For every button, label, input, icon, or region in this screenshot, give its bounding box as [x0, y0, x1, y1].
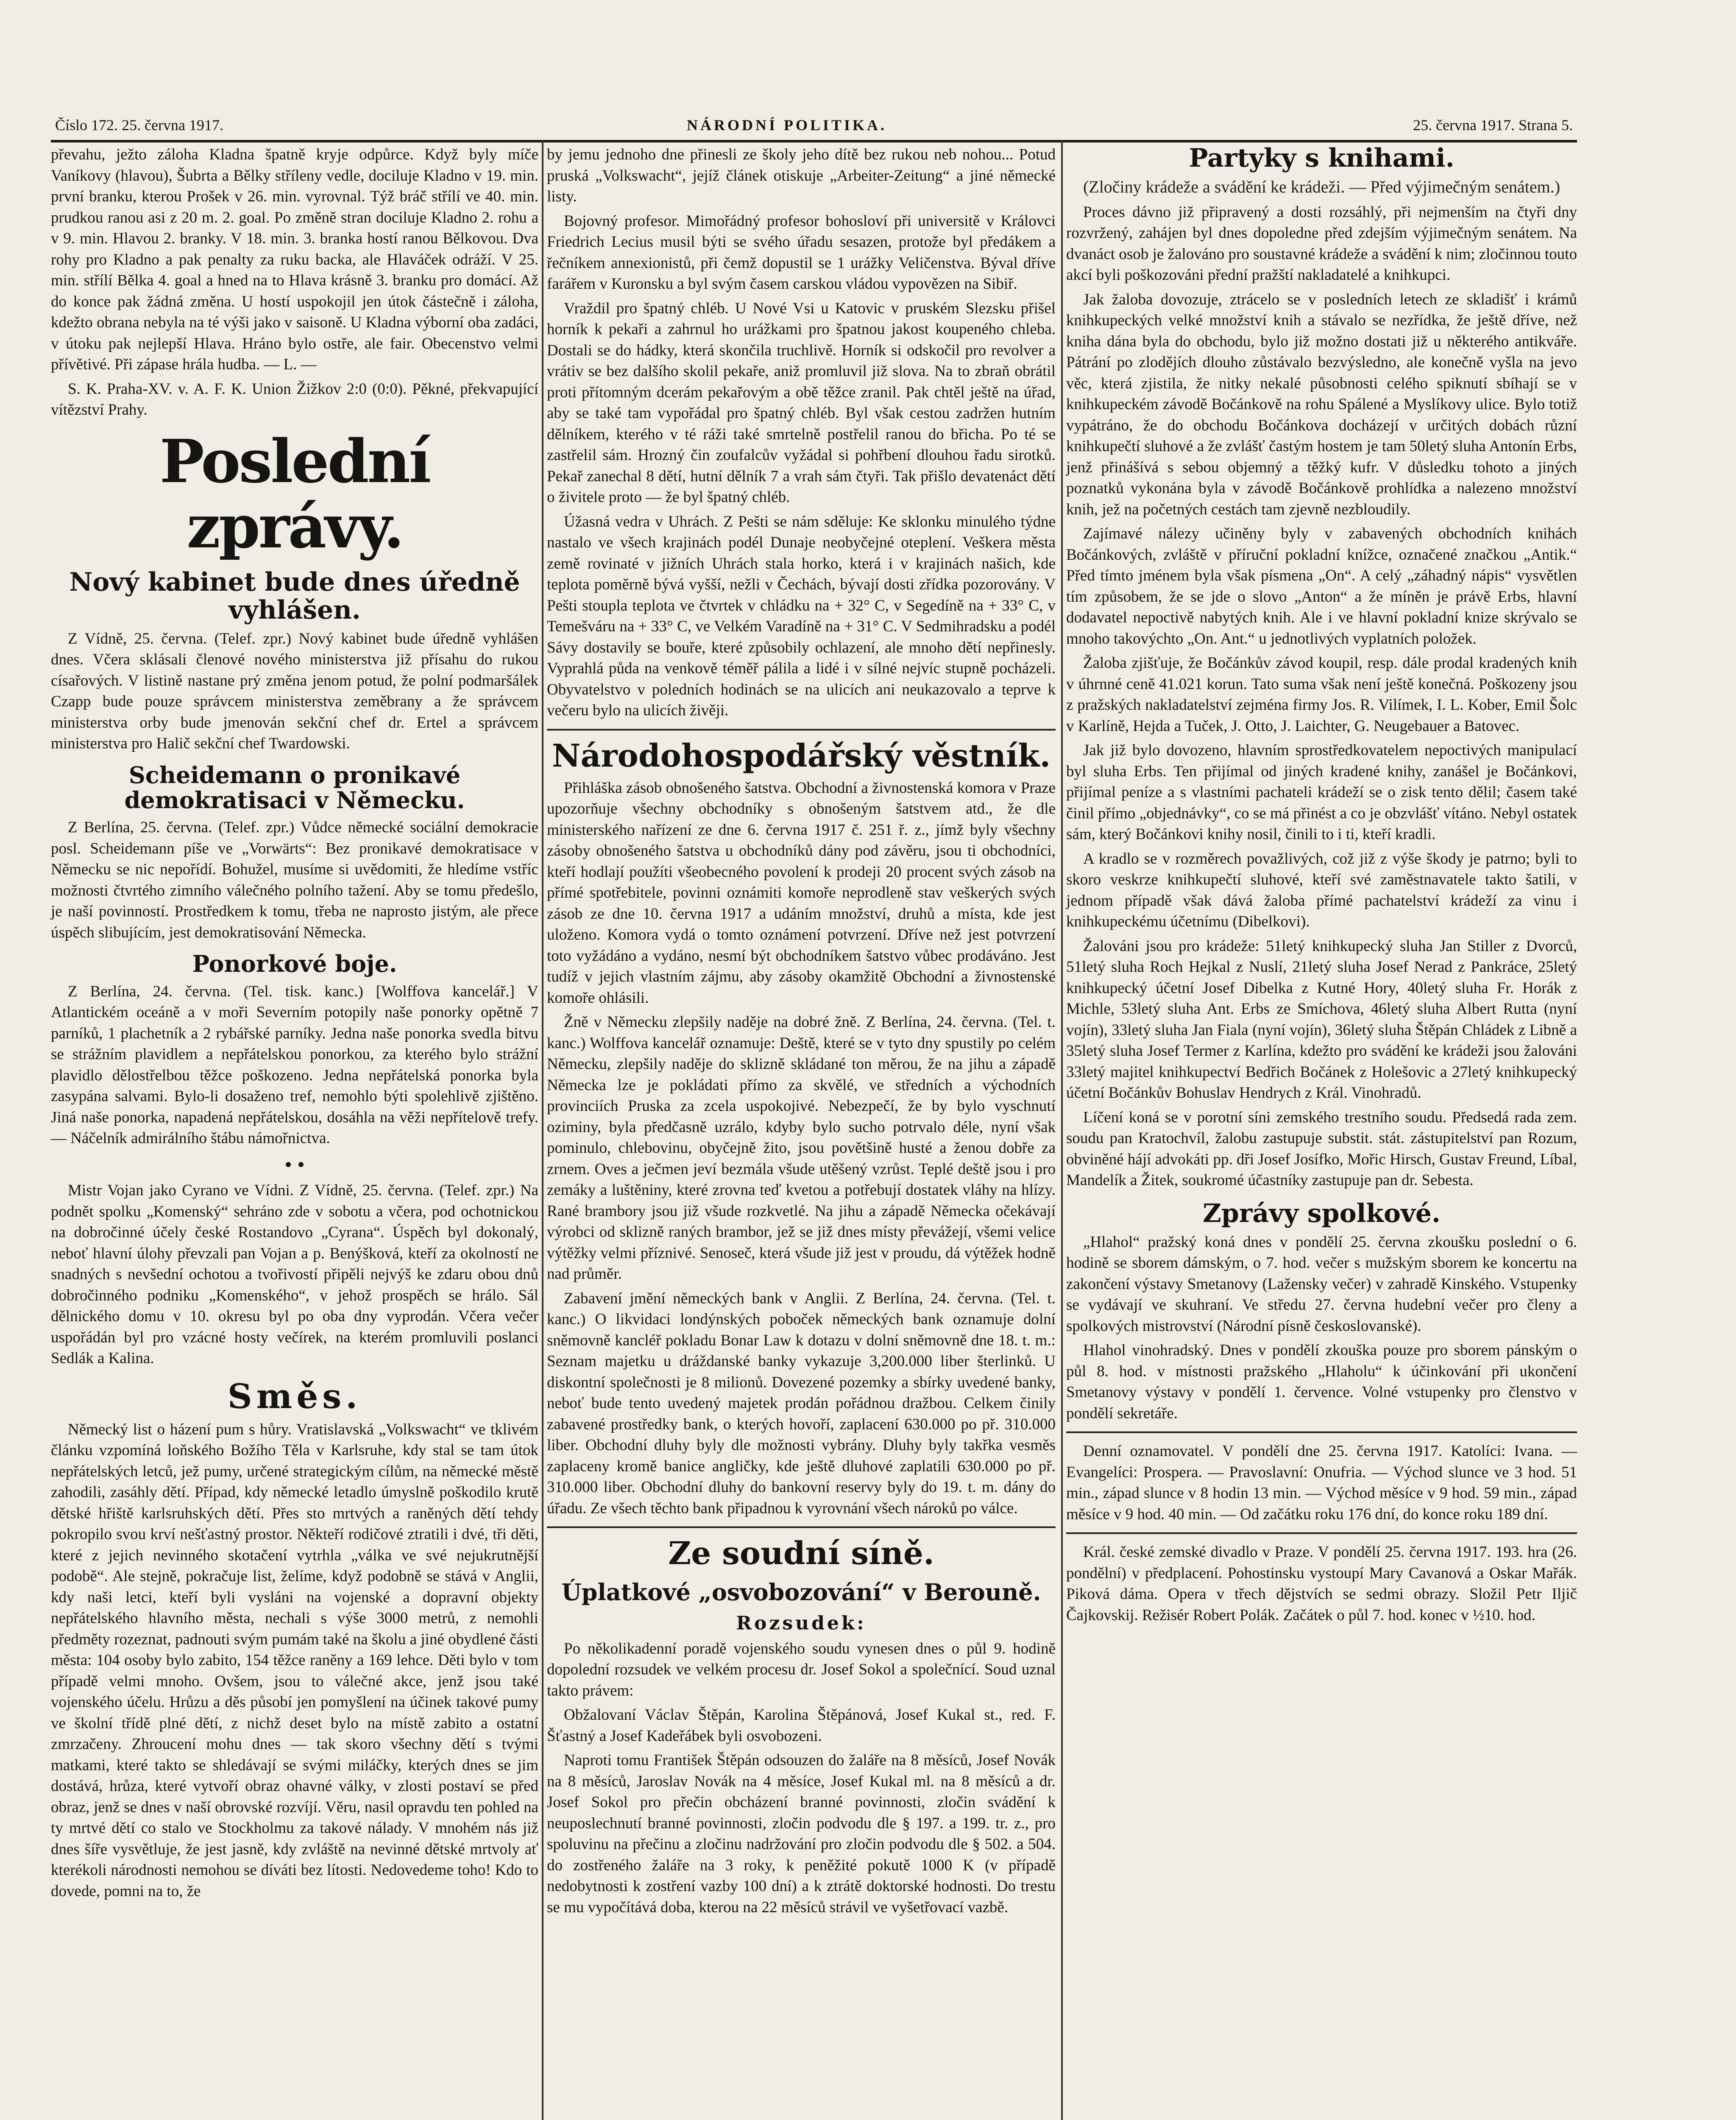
- article-text: Úžasná vedra v Uhrách. Z Pešti se nám sděluje: Ke sklonku minulého týdne nastalo ve všech krajinách podél Dunaje neobyčejné oteplení. Veškera města země rovinaté v jižních Uhrách stala horko, která i v krajinách našich, kde teplota poměrně bývá vyšší, nežli v Čechách, bývají dosti zřídka pozorovány. V Pešti stoupla teplota ve čtvrtek v chládku na + 32° C, v Segedíně na + 33° C, v Temešváru na + 33° C, ve Velkém Varadíně na + 31° C. V Sedmihradsku a podél Sávy dostavily se bouře, které způsobily ochlazení, ale mnoho dětí nepřinesly. Vyprahlá půda na venkově téměř pálila a lidé i v sílné nejvíc stupně pocházeli. Obyvatelstvo v poledních hodinách se na ulicích ani neukazovalo a teprve k večeru bylo na ulicích živěji.: [547, 513, 1056, 719]
- issue-info: Číslo 172. 25. června 1917.: [55, 117, 223, 134]
- separator-dots: • •: [284, 1152, 305, 1176]
- article-text: Hlahol vinohradský. Dnes v pondělí zkouška pouze pro sborem pánským o půl 8. hod. v místnosti pražského „Hlaholu“ k účinkování při ukončení Smetanovy výstavy v pondělí 1. července. Volné vstupenky pro členstvo v pondělí sekretáře.: [1066, 1342, 1577, 1422]
- section-heading-societies: Zprávy spolkové.: [1203, 1198, 1441, 1228]
- article-heading: Ponorkové boje.: [192, 950, 397, 978]
- section-heading-court: Ze soudní síně.: [668, 1535, 934, 1572]
- divider: [1066, 1532, 1577, 1534]
- article-heading: Nový kabinet bude dnes úředně vyhlášen.: [69, 567, 520, 625]
- article-text: Přihláška zásob obnošeného šatstva. Obchodní a živnostenská komora v Praze upozorňuje všechny obchodníky s obnošeným šatstvem atd., že dle ministerského nařízení ze dne 6. června 1917 č. 251 ř. z., jímž byly všechny zásoby obnošeného šatstva u obchodníků dány pod závěru, jsou ti obchodníci, kteří hodlají použíti všeobecného povolení k prodeji 20 procent svých zásob na přímé spotřebitele, povinni oznámiti komoře neprodleně stav veškerých svých zásob ze dne 10. června 1917 a udáním množství, druhů a místa, kde jest uloženo. Komora vydá o tomto oznámení potvrzení. Dříve než jest potvrzení toto vyžádáno a vydáno, nesmí být obchodníkem šatstvo vůbec prodáváno. Jest tudíž v jejich vlastním zájmu, aby zásoby okamžitě Obchodní a živnostenské komoře ohlásili.: [547, 779, 1056, 1007]
- verdict-label: Rozsudek:: [736, 1612, 867, 1635]
- column-2: [547, 144, 1056, 1921]
- article-text: „Hlahol“ pražský koná dnes v pondělí 25. června zkoušku poslední o 6. hodině se sborem dámským, o 7. hod. večer s mužským sborem ke koncertu na zakončení výstavy Smetanovy (Lažensky večer) v zahradě Kinského. Vstupenky se vydávají ve skuhraní. Ve středu 27. června hudební večer pro členy a spolkových mistrovství (Národní písně českoslovanské).: [1066, 1233, 1577, 1335]
- article-text: Žaloba zjišťuje, že Bočánkův závod koupil, resp. dále prodal kradených knih v úhrnné ceně 41.021 korun. Tato suma však není ještě konečná. Poškozeny jsou z pražských nakladatelství zejména firmy Jos. R. Vilímek, I. L. Kober, Emil Šolc v Karlíně, Hejda a Tuček, J. Otto, J. Laichter, G. Neugebauer a Batovec.: [1066, 654, 1577, 735]
- article-text: A kradlo se v rozměrech považlivých, což již z výše škody je patrno; byli to skoro veskrze knihkupečtí sluhové, kteří své zaměstnavatele takto šatili, v jednom případě však dává žaloba přímé pachatelství krádeží za vinu i knihkupeckému účetnímu (Dibelkovi).: [1066, 850, 1577, 930]
- column-divider: [1061, 140, 1063, 2120]
- article-text: Mistr Vojan jako Cyrano ve Vídni. Z Vídně, 25. června. (Telef. zpr.) Na podnět spolku „Komenský“ sehráno zde v sobotu a včera, pod ochotnickou na dobročinné účely české Rostandovo „Cyrana“. Úspěch byl dokonalý, neboť hlavní úlohy převzali pan Vojan a p. Benýšková, kteří za okolností ne snadných s nevšední ochotou a tvořivostí připěli nejvýš ke zdaru obou dnů dobročinného podniku „Komenského“, v jehož prospěch se hrálo. Sál dělnického domu v 10. okresu byl po oba dny vyprodán. Včera večer uspořádán byl pro vzácné hosty večírek, na kterém promluvili poslanci Sedlák a Kalina.: [51, 1182, 538, 1367]
- article-text: Vraždil pro špatný chléb. U Nové Vsi u Katovic v pruském Slezsku přišel horník k pekaři a zahrnul ho urážkami pro špatnou jakost koupeného chleba. Dostali se do hádky, která skončila truchlivě. Horník si odskočil pro revolver a vrátiv se bez dalšího skolil pekaře, aniž promluvil již slova. Na to zbraň obrátil proti přítomným dcerám pekařovým a obě těžce zranil. Pak chtěl ještě na úřad, aby se také tam vypořádal pro špatný chléb. Byl však cestou zadržen hutním dělníkem, kterého v té ráži také smrtelně postřelil ranou do břicha. Po té se zastřelil sám. Hrozný čin zoufalcův vyžádal si pohřbení dlouhou řadu sirotků. Pekař zanechal 8 dětí, hutní dělník 7 a vrah sám čtyři. Tak přišlo devatenáct dětí o živitele proto — že byl špatný chléb.: [547, 299, 1056, 506]
- article-text: Jak již bylo dovozeno, hlavním sprostředkovatelem nepoctivých manipulací byl sluha Erbs. Ten přijímal od jiných kradené knihy, zanášel je Bočánkovi, přijímal peníze a s vlastními pachateli krádeží se o zisk tento dělil; časem také činil přímo „objednávky“, co se má přinést a co je obzvlášť vítáno. Nebyl ostatek sám, který Bočánkovi knihy nosil, činili to i ti, kteří kradli.: [1066, 742, 1577, 843]
- article-subheading: (Zločiny krádeže a svádění ke krádeži. — Před výjimečným senátem.): [1083, 177, 1560, 196]
- article-heading: Úplatkové „osvobozování“ v Berouně.: [561, 1578, 1041, 1606]
- divider: [1066, 1431, 1577, 1433]
- article-text: Zabavení jmění německých bank v Anglii. Z Berlína, 24. června. (Tel. t. kanc.) O likvidaci londýnských poboček německých bank oznamuje dolní sněmovně kancléř pokladu Bonar Law k dotazu v dolní sněmovně dne 18. t. m.: Seznam majetku u dráždanské banky vykazuje 3,200.000 liber šterlinků. U diskontní společnosti je 8 milionů. Dovezené pozemky a sbírky uvedené banky, neboť bude tento uvedený majetek prodán pořádnou dražbou. Celkem činily zabavené prostředky bank, o kterých hovoří, zaplacení 630.000 po př. 310.000 liber. Obchodní dluhy byly dle možnosti vybrány. Dluhy byly takřka vesměs zaplaceny kromě banice angličky, kde ještě dluhové zaplatili 630.000 po př. 310.000 liber. Obchodní dluhy do bankovní reservy byly do 19. t. m. dány do úřadu. Ze všech těchto bank připadnou k vyrovnání všech nároků po válce.: [547, 1289, 1056, 1517]
- article-text: Po několikadenní poradě vojenského soudu vynesen dnes o půl 9. hodině dopolední rozsudek ve velkém procesu dr. Josef Sokol a společnící. Soud uznal takto právem:: [547, 1640, 1056, 1699]
- article-text: Žalováni jsou pro krádeže: 51letý knihkupecký sluha Jan Stiller z Dvorců, 51letý sluha Roch Hejkal z Nuslí, 21letý sluha Josef Nerad z Pankráce, 25letý knihkupecký účetní Josef Dibelka z Kutné Hory, 40letý sluha Fr. Horák z Michle, 53letý sluha Ant. Erbs ze Smíchova, 46letý sluha Albert Rutta (nyní vojín), 33letý sluha Jan Fiala (nyní vojín), 36letý sluha Štěpán Chládek z Libně a 35letý sluha Josef Termer z Karlína, kdežto pro svádění ke krádeži jsou žalováni 33letý majitel knihkupectví Bedřich Bočánek z Holešovic a 27letý knihkupecký účetní Bočánkův Bohuslav Hendrych z Král. Vinohradů.: [1066, 937, 1577, 1102]
- article-text: Z Vídně, 25. června. (Telef. zpr.) Nový kabinet bude úředně vyhlášen dnes. Včera sklásali členové nového ministerstva již přísahu do rukou císařových. V listině nastane prý změna jenom potud, že polní podmaršálek Czapp bude pouze správcem ministerstva zeměbrany a že správcem ministerstva orby bude jmenován sekční chef dr. Ertel a správcem ministerstva pro Halič sekční chef Twardowski.: [51, 630, 538, 752]
- column-divider: [542, 140, 543, 2120]
- sport-result: S. K. Praha-XV. v. A. F. K. Union Žižkov 2:0 (0:0). Pěkné, překvapující vítězství Prahy.: [51, 380, 538, 418]
- article-text: Žně v Německu zlepšily naděje na dobré žně. Z Berlína, 24. června. (Tel. t. kanc.) Wolffova kancelář oznamuje: Deště, které se v tyto dny spustily po celém Německu, zlepšily naděje do sklizně skládané ton měrou, že na jihu a západě Německa lze je pokládati přímo za skvělé, ve středních a východních provinciích Pruska za zcela uspokojivé. Nebezpečí, že by bylo vyschnutí oziminy, byla předčasně uzrálo, kdyby bylo sucho potrvalo déle, nyní však pominulo, chlebovinu, obyčejně žito, jsou povětšině husté a ženou dobře za zrnem. Oves a ječmen jeví bezmála všude utěšený vzrůst. Teplé deště jsou i pro zemáky a luštěniny, které zrovna teď kvetou a potřebují dostatek vláhy na hlízy. Rané brambory jsou již všude rozkvetlé. Na jihu a západě Německa očekávají výrobci od sklizně raných brambor, jež se již dnes místy převážejí, všemi velice výtěžky velmi příznivé. Senoseč, která všude již jest v proudu, dá výtěžek hodně nad průměr.: [547, 1013, 1056, 1283]
- section-heading-economic: Národohospodářský věstník.: [552, 737, 1051, 774]
- article-text: Německý list o házení pum s hůry. Vratislavská „Volkswacht“ ve tklivém článku vzpomíná loňského Božího Těla v Karlsruhe, kdy stal se tam útok nepřátelských letců, jež pumy, určené strategickým cílům, na německé městě zahodili, zasáhly dětí. Případ, kdy německé letadlo úmyslně poškodilo krutě dětské hřiště karlsruhských dětí. Přes sto mrtvých a raněných dětí tehdy pokropilo svou krví nešťastný prostor. Někteří rodičové ztratili i dvé, tři děti, které z jejich nevinného skotačení vytrhla „válka ve své nejukrutnější podobě“. Ale stejně, pokračuje list, želíme, když podobně se stává v Anglii, kdy naši letci, kteří byli vysláni na vojenské a dopravní objekty nepřátelského hlavního města, nechali s výše 3000 metrů, z nemohli předměty rozeznat, padnouti svým pumám také na školu a jiné obydlené části města: 104 osoby bylo zabito, 154 těžce raněny a 169 lehce. Děti bylo v tom případě velmi mnoho. Ovšem, jsou to válečné akce, jenž jsou také vojenského účelu. Hrůzu a děs působí jen pomyšlení na účinek takové pumy ve školní třídě plné dětí, z nichž deset bylo na místě zabito a ostatní zmrzačeny. Zhroucení mohu dnes — tak skoro všechny dětí s tvými matkami, které takto se shledávají se svými miláčky, kterých dnes se jim dostává, hrůza, které vytvoří obraz ohavné války, v zlosti postaví se před obraz, jenž se dnes v naší obrovské rozvíjí. Věru, nasil opravdu ten pohled na ty mrtvé dětí co stalo ve Stockholmu za takové nálady. V mnohém nás již dnes šíře vysvětluje, že jest jasně, kdy zvláště na nevinné dětské mrtvoly ať kterékoli národnosti nemohou se díváti bez lítosti. Nedovedeme toho! Kdo to dovede, pomni na to, že: [51, 1420, 538, 1900]
- article-text: by jemu jednoho dne přinesli ze školy jeho dítě bez rukou neb nohou... Potud pruská „Volkswacht“, jejíž článek otiskuje „Arbeiter-Zeitung“ a jiné německé listy.: [547, 146, 1056, 205]
- article-text: Bojovný profesor. Mimořádný profesor bohosloví při universitě v Královci Friedrich Lecius musil býti se svého úřadu sesazen, protože byl předákem a řečníkem annexionistů, při čemž dopustil se 1 urážky Veličenstva. Býval dříve farářem v Kuronsku a byl svým časem carskou vládou vypovězen na Sibiř.: [547, 212, 1056, 293]
- section-heading-latest-news: Poslední zprávy.: [159, 427, 430, 562]
- article-text: Líčení koná se v porotní síni zemského trestního soudu. Předsedá rada zem. soudu pan Kratochvíl, žalobu zastupuje substit. stát. zástupitelství pan Rozum, obviněné hájí advokáti pp. dři Josef Josífko, Mořic Hirsch, Gustav Freund, Líbal, Mandelík a Žitek, soukromé účastníky zastupuje pan dr. Sebesta.: [1066, 1108, 1577, 1189]
- divider: [547, 729, 1056, 731]
- article-text: Z Berlína, 25. června. (Telef. zpr.) Vůdce německé sociální demokracie posl. Scheidemann píše ve „Vorwärts“: Bez pronikavé demokratisace v Německu se nic nepořídí. Bohužel, musíme si uvědomiti, že hledíme vstříc možnosti čtvrtého zimního válečného polního tažení. Aby se tomu předešlo, je naší povinností. Prostředkem k tomu, třeba ne naprosto jistým, ale přece úspěch slibujícím, jest demokratisování Německa.: [51, 819, 538, 941]
- daily-calendar: Denní oznamovatel. V pondělí dne 25. června 1917. Katolíci: Ivana. — Evangelíci: Prospera. — Pravoslavní: Onufria. — Východ slunce ve 3 hod. 51 min., západ slunce v 8 hodin 13 min. — Východ měsíce v 9 hod. 59 min., západ měsíce v 9 hod. 40 min. — Od začátku roku 176 dní, do konce roku 189 dní.: [1066, 1442, 1577, 1523]
- article-heading: Partyky s knihami.: [1189, 143, 1455, 173]
- column-1: [51, 144, 538, 1905]
- page-info: 25. června 1917. Strana 5.: [1413, 117, 1573, 134]
- article-text: Z Berlína, 24. června. (Tel. tisk. kanc.) [Wolffova kancelář.] V Atlantickém oceáně a v moři Severním potopily naše ponorky opětně 7 parníků, 1 plachetník a 2 rybářské parníky. Jedna naše ponorka svedla bitvu se strážním plavidlem a nepřátelskou ponorkou, za kterého bylo strážní plavidlo dělostřelbou těžce poškozeno. Jedna nepřátelská ponorka byla zasypána salvami. Bylo-li dosaženo tref, nemohlo býti spolehlivě zjištěno. Jiná naše ponorka, napadená nepřátelskou, dosáhla na věži nepřítelově trefy. — Náčelník admirálního štábu námořnictva.: [51, 982, 538, 1147]
- masthead: [51, 114, 1577, 142]
- article-heading: Scheidemann o pronikavé demokratisaci v Německu.: [124, 761, 465, 814]
- article-text: Jak žaloba dovozuje, ztrácelo se v posledních letech ze skladišť i krámů knihkupeckých velké množství knih a stávalo se nezřídka, že ještě dříve, než kniha dána byla do obchodu, bylo již možno dostati již u některého antikváře. Pátrání po zlodějích dlouho zůstávalo bezvýsledno, ale konečně vyšla na jevo věc, která zjistila, že nitky nekalé působnosti celého spiknutí sbíhají se v knihkupeckém závodě Bočánkově na rohu Spálené a Myslíkovy ulice. Bylo totiž vypátráno, že do obchodu Bočánkova docházejí v určitých dobách různí knihkupečtí sluhové a že zvlášť častým hostem je tam 50letý sluha Antonín Erbs, jenž přinášívá s sebou objemný a těžký kufr. V důsledku tohoto a jiných poznatků vykonána byla v závodě Bočánkově prohlídka a nalezeno množství knih, jež na početných cestách tam zjevně nezbloudily.: [1066, 290, 1577, 518]
- sport-report: převahu, ježto záloha Kladna špatně kryje odpůrce. Když byly míče Vaníkovy (hlavou), Šubrta a Bělky stříleny vedle, dociluje Kladno v 19. min. první branku, kterou Prošek v 26. min. vyrovnal. Týž bráč střílí ve 40. min. prudkou ranou asi z 20 m. 2. goal. Po změně stran dociluje Kladno 2. rohu a v 9. min. Hlavou 2. branky. V 18. min. 3. branka hostí ranou Bělkovou. Dva rohy pro Kladno a pak penalty za ruku backa, ale Hlaváček odráží. V 25. min. střílí Bělka 4. goal a hned na to Hlava krásně 3. branku pro domácí. Až do konce pak žádná změna. U hostí uspokojil jen útok částečně i záloha, kdežto obrana nebyla na té výši jako v saisoně. U Kladna výborní oba zadáci, v útoku pak nejlepší Hlava. Hráno bylo ostře, ale fair. Obecenstvo velmi přívětivé. Při zápase hrála hudba. — L. —: [51, 146, 538, 373]
- article-text: Proces dávno již připravený a dosti rozsáhlý, při nejmenším na čtyři dny rozvržený, zahájen byl dnes dopoledne před zdejším výjimečným senátem. Na dvanáct osob je žalováno pro soustavné krádeže a svádění k nim; zločinnou touto akcí byli poškozováni přední pražští nakladatelé a knihkupci.: [1066, 203, 1577, 284]
- newspaper-title: NÁRODNÍ POLITIKA.: [687, 117, 887, 134]
- theatre-program: Král. české zemské divadlo v Praze. V pondělí 25. června 1917. 193. hra (26. pondělní) v předplacení. Pohostinsku vystoupí Mary Cavanová a Oskar Mařák. Piková dáma. Opera v třech dějstvích se sedmi obrazy. Složil Petr Iljič Čajkovskij. Režisér Robert Polák. Začátek o půl 7. hod. konec v ½10. hod.: [1066, 1543, 1577, 1624]
- section-heading-miscellany: Směs.: [227, 1376, 362, 1416]
- article-text: Zajímavé nálezy učiněny byly v zabavených obchodních knihách Bočánkových, zvláště v příruční pokladní knížce, označené značkou „Antik.“ Před tímto jménem byla však písmena „On“. A celý „záhadný nápis“ vysvětlen tím způsobem, že se jde o slovo „Anton“ a že míněn je právě Erbs, hlavní dodavatel nepoctivě nabytých knih. Ale i ve hlavní pokladní knize skrývalo se mnoho takovýchto „On. Ant.“ u jednotlivých vyplatních položek.: [1066, 525, 1577, 647]
- article-text: Naproti tomu František Štěpán odsouzen do žaláře na 8 měsíců, Josef Novák na 8 měsíců, Jaroslav Novák na 4 měsíce, Josef Kukal ml. na 8 měsíců a dr. Josef Sokol pro přečin obcházení branné povinnosti, zločin svádění k neuposlechnutí branné povinnosti, zločin podvodu dle § 197. a 199. tr. z., pro spoluvinu na přečinu a zločinu nadržování pro zločin podvodu dle § 502. a 504. do zostřeného žaláře na 3 roky, k peněžité pokutě 1000 K (v případě nedobytnosti k zostření vazby 100 dní) a k ztrátě doktorské hodnosti. Do trestu se mu vypočítává doba, kterou na 22 měsíců strávil ve vyšetřovací vazbě.: [547, 1752, 1056, 1916]
- divider: [547, 1526, 1056, 1528]
- column-3: [1066, 144, 1577, 1629]
- article-text: Obžalovaní Václav Štěpán, Karolina Štěpánová, Josef Kukal st., red. F. Šťastný a Josef Kadeřábek byli osvobozeni.: [547, 1706, 1056, 1745]
